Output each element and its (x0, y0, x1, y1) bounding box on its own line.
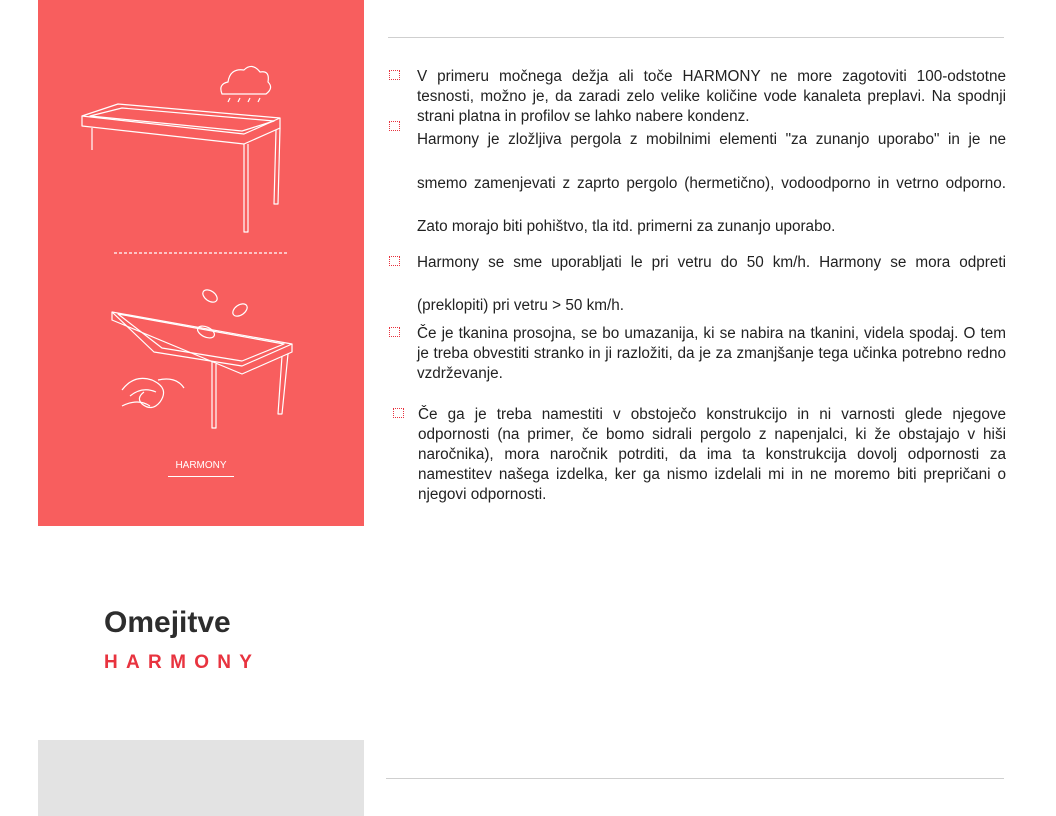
divider-top (388, 37, 1004, 38)
list-item (388, 324, 1006, 384)
rain-cloud-icon (221, 66, 271, 102)
bullet-icon (389, 70, 400, 80)
list-item (392, 405, 1006, 505)
limitations-list (388, 67, 1006, 505)
divider-bottom (386, 778, 1004, 779)
harmony-logo: HARMONY (168, 460, 234, 477)
bullet-icon (389, 327, 400, 337)
pergola-bottom-icon (112, 312, 292, 428)
pergola-illustration (38, 0, 364, 526)
list-item-text: Če je tkanina prosojna, se bo umazanija, ki se nabira na tkanini, videla spodaj. O tem je treba obvestiti stranko in ji razložiti, da je za zmanjšanje tega učinka potrebno redno vzdrževanje. (417, 324, 1006, 382)
bullet-icon (389, 121, 400, 131)
list-item-text: Harmony je zložljiva pergola z mobilnimi elementi "za zunanjo uporabo" in je ne smemo zamenjevati z zaprto pergolo (hermetično), vodoodporno in vetrno odporno. Zato morajo biti pohištvo, tla itd. primerni za zunanjo uporabo. (417, 131, 1006, 235)
list-item-text: Če ga je treba namestiti v obstoječo konstrukcijo in ni varnosti glede njegove odpornosti (na primer, če bomo sidrali pergolo z napenjalci, ki že obstajajo v hiši naročnika), mora naročnik potrditi, da ima ta konstrukcija dovolj odpornosti za namestitev našega izdelka, ker ga nismo izdelali mi in ne moremo biti prepričani o njegovi odpornosti. (418, 405, 1006, 503)
page-title: Omejitve (104, 606, 231, 639)
pergola-top-icon (82, 104, 280, 232)
list-item-text: Harmony se sme uporabljati le pri vetru do 50 km/h. Harmony se mora odpreti (preklopiti) pri vetru > 50 km/h. (417, 253, 1006, 314)
list-item (388, 241, 1006, 327)
page-subtitle: HARMONY (104, 652, 261, 673)
list-item-text: V primeru močnega dežja ali toče HARMONY ne more zagotoviti 100-odstotne tesnosti, možno je, da zaradi zelo velike količine vode kanaleta preplavi. Na spodnji strani platna in profilov se lahko nabere kondenz. (417, 68, 1006, 125)
left-panel (38, 0, 364, 816)
bullet-icon (389, 256, 400, 266)
list-item (388, 118, 1006, 249)
footer-block (38, 740, 364, 816)
wind-icon (122, 378, 184, 407)
bullet-icon (393, 408, 404, 418)
illustration-panel (38, 0, 364, 526)
